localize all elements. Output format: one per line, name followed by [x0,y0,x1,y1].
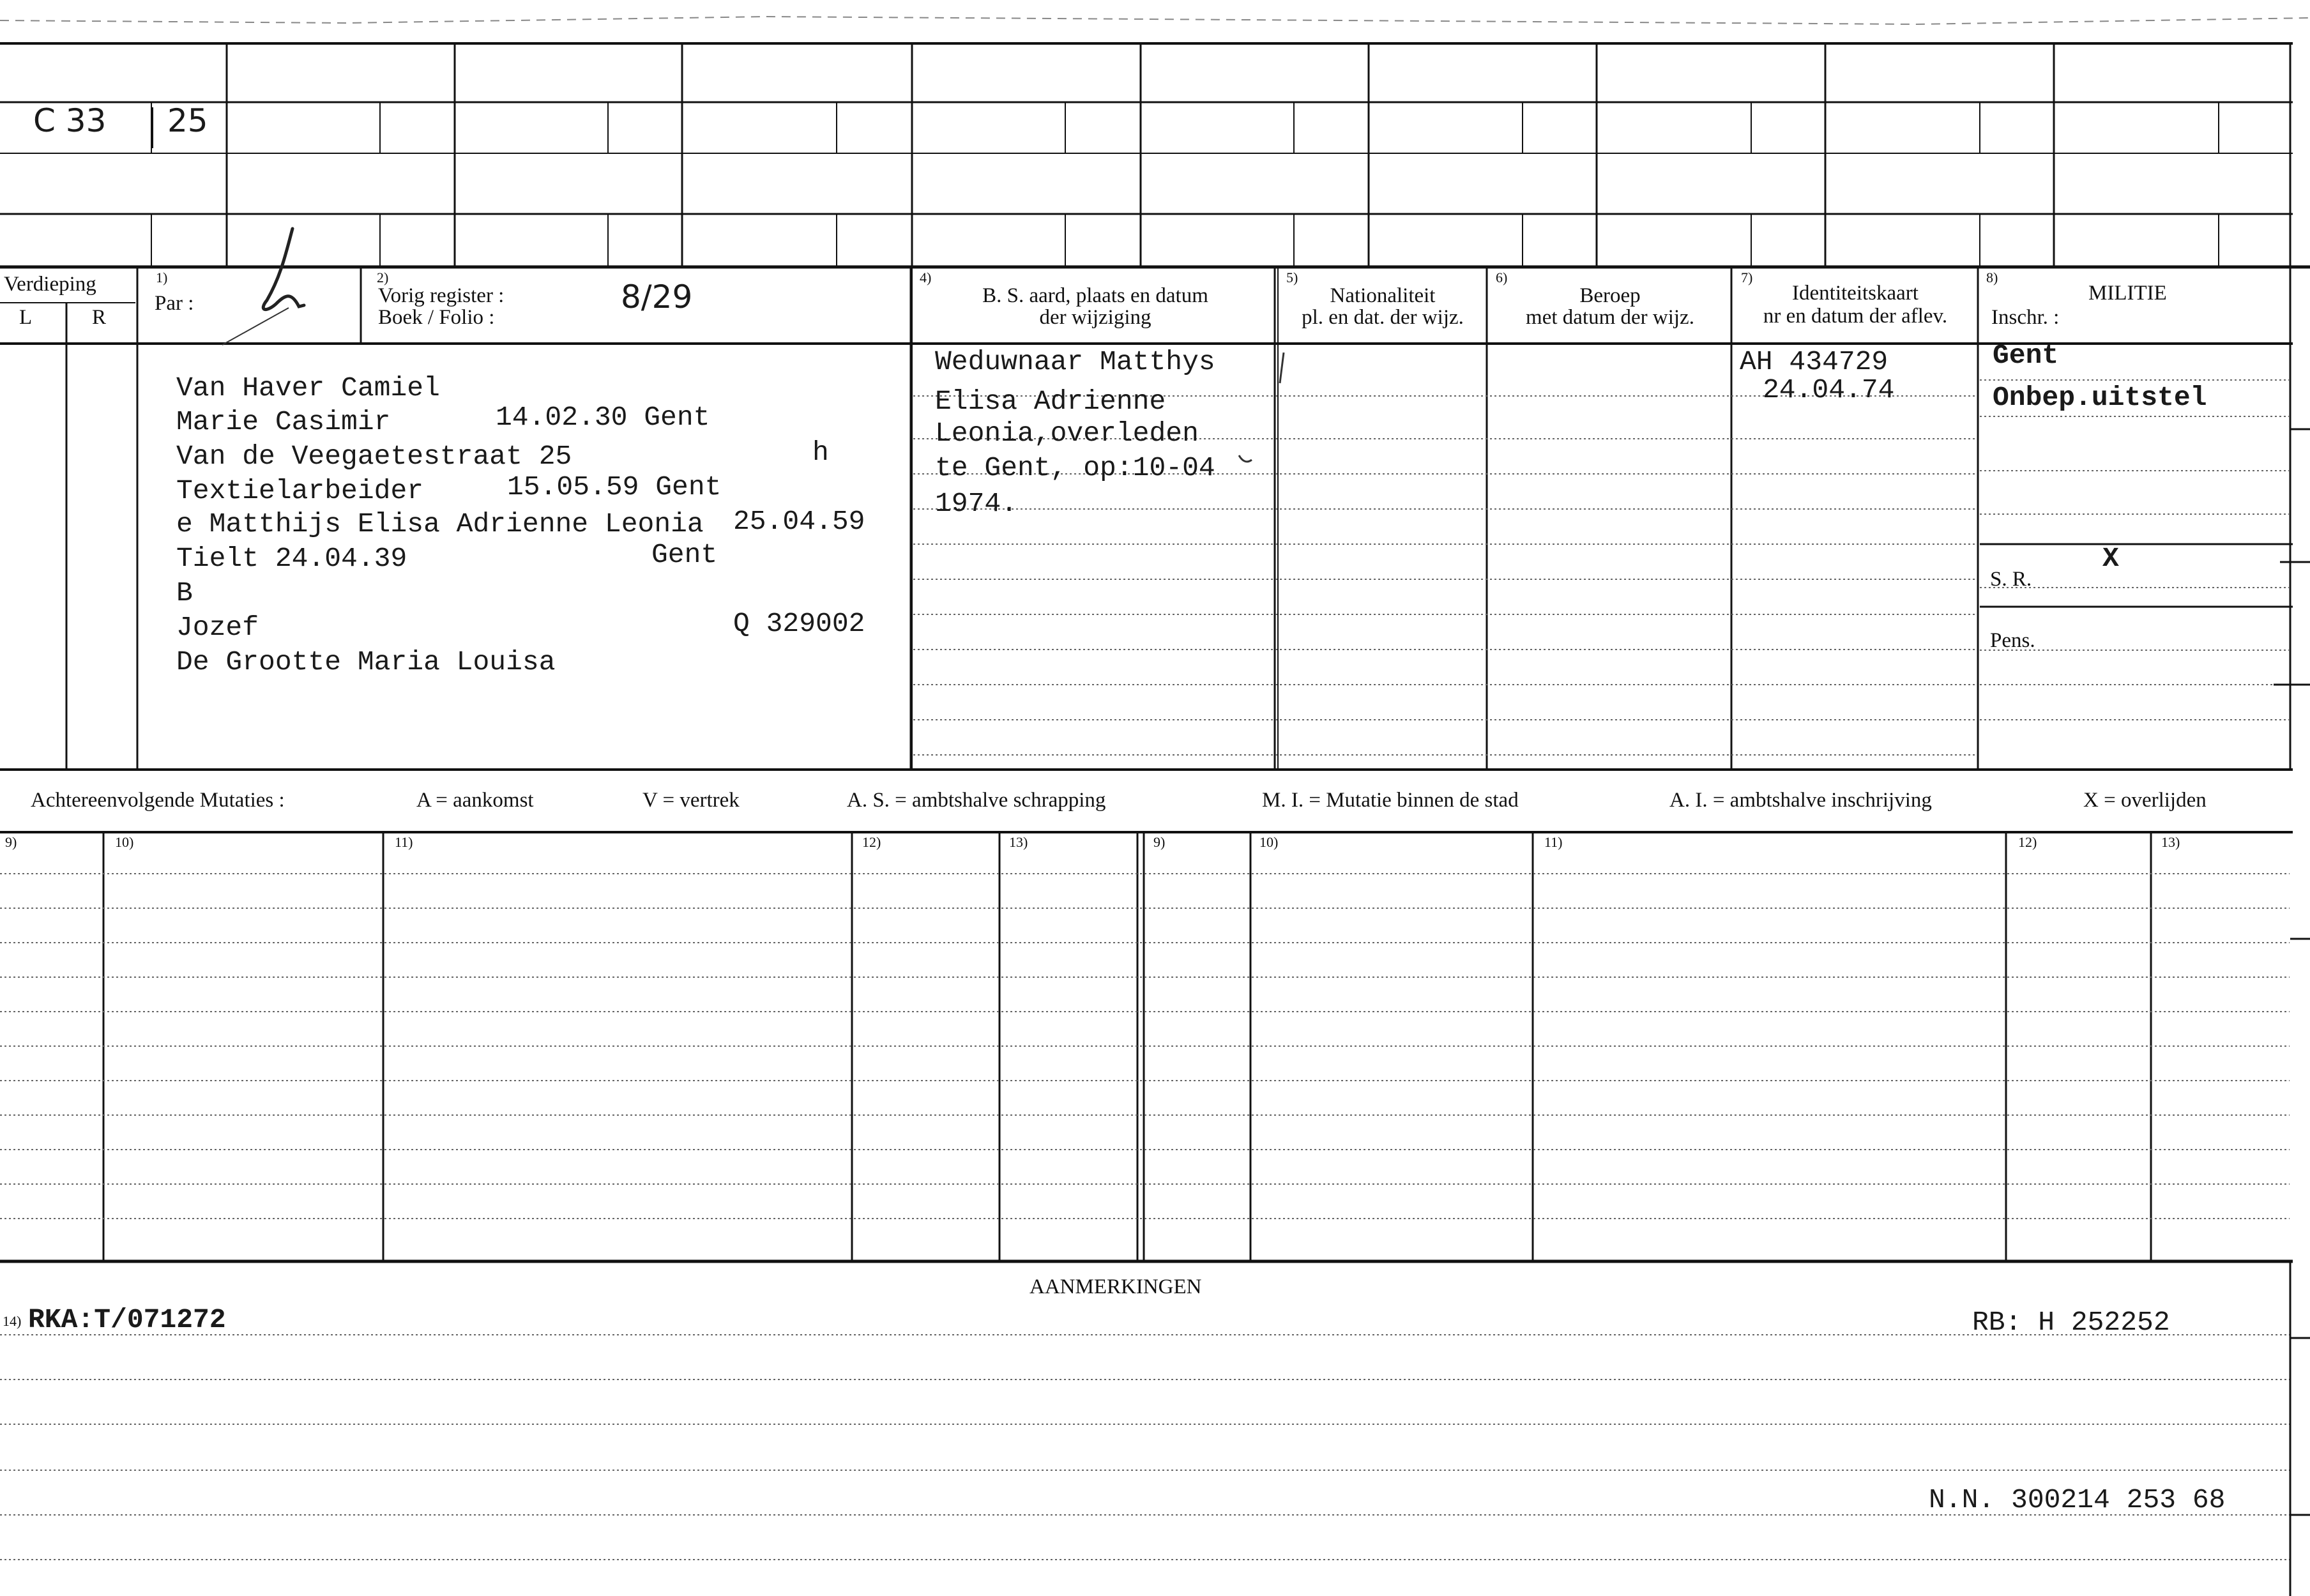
beroep-header-line1: Beroep [1579,284,1641,307]
person-tielt-place: Gent [651,539,718,570]
mut-right-col-10: 10) [1259,834,1279,850]
mut-right-col-13: 13) [2161,834,2180,850]
legend-mutatie: M. I. = Mutatie binnen de stad [1262,789,1519,812]
id-card-date: 24.04.74 [1763,374,1895,406]
legend-aankomst: A = aankomst [416,789,534,812]
top-code-left: C 33 [33,102,107,139]
vorig-register-num: 2) [377,270,389,285]
bs-entry-2: Elisa Adrienne [935,386,1166,417]
legend-schrapping: A. S. = ambtshalve schrapping [847,789,1106,812]
par-num: 1) [156,270,168,285]
verdieping-title: Verdieping [4,273,96,296]
mut-right-col-11: 11) [1544,834,1563,850]
pens-label: Pens. [1990,629,2035,652]
identiteitskaart-num: 7) [1741,270,1753,285]
inschr-value-1: Gent [1993,340,2059,371]
militie-title: MILITIE [2088,282,2167,305]
bs-entry-5: 1974. [935,488,1018,519]
person-line-2: Marie Casimir [176,406,391,437]
sr-label: S. R. [1990,568,2032,591]
nationaliteit-num: 5) [1286,270,1298,285]
id-card-number: AH 434729 [1740,346,1888,377]
mut-right-col-9: 9) [1153,834,1166,850]
legend-vertrek: V = vertrek [642,789,740,812]
person-birth: 14.02.30 Gent [496,402,710,433]
nn-reference: N.N. 300214 253 68 [1929,1484,2226,1516]
nationaliteit-header-line2: pl. en dat. der wijz. [1302,306,1464,329]
par-label: Par : [155,292,194,315]
person-h: h [812,437,829,468]
person-line-9: De Grootte Maria Louisa [176,646,556,678]
inschr-value-2: Onbep.uitstel [1993,382,2207,413]
bs-header-line2: der wijziging [1039,306,1151,329]
mut-left-col-13: 13) [1009,834,1028,850]
bs-entry-3: Leonia,overleden [935,418,1199,449]
militie-num: 8) [1986,270,1998,285]
mutaties-title: Achtereenvolgende Mutaties : [31,789,285,812]
person-line-6: Tielt 24.04.39 [176,543,407,574]
identiteitskaart-header-line1: Identiteitskaart [1792,282,1919,305]
person-number: Q 329002 [733,608,865,639]
bs-entry-1: Weduwnaar Matthys [935,346,1215,377]
inschr-label: Inschr. : [1991,306,2060,329]
top-code-right: 25 [167,102,208,139]
person-line-1: Van Haver Camiel [176,372,440,404]
person-line-8: Jozef [176,612,259,643]
mut-left-col-10: 10) [115,834,134,850]
bs-entry-4: te Gent, op:10-04 [935,452,1215,483]
verdieping-l: L [19,306,33,329]
bs-header-line1: B. S. aard, plaats en datum [982,284,1208,307]
person-job-date: 15.05.59 Gent [507,471,722,503]
mut-left-col-11: 11) [395,834,413,850]
person-marriage-date: 25.04.59 [733,506,865,537]
mut-left-col-12: 12) [862,834,881,850]
verdieping-r: R [92,306,107,329]
aanmerkingen-title: AANMERKINGEN [1030,1275,1202,1298]
bs-num: 4) [920,270,932,285]
rka-reference: RKA:T/071272 [28,1304,226,1335]
boek-folio-label: Boek / Folio : [378,306,495,329]
rb-reference: RB: H 252252 [1972,1307,2170,1338]
sr-value: X [2102,543,2119,574]
beroep-header-line2: met datum der wijz. [1526,306,1694,329]
identiteitskaart-header-line2: nr en datum der aflev. [1763,305,1948,328]
vorig-register-label: Vorig register : [378,284,505,307]
mut-right-col-12: 12) [2018,834,2037,850]
person-line-4: Textielarbeider [176,475,424,506]
legend-inschrijving: A. I. = ambtshalve inschrijving [1669,789,1932,812]
vorig-register-value: 8/29 [621,278,693,315]
mut-left-col-9: 9) [5,834,17,850]
beroep-num: 6) [1496,270,1508,285]
person-line-7: B [176,577,193,609]
person-line-3: Van de Veegaetestraat 25 [176,441,572,472]
legend-overlijden: X = overlijden [2083,789,2207,812]
aanmerkingen-num: 14) [3,1313,22,1329]
nationaliteit-header-line1: Nationaliteit [1330,284,1436,307]
person-line-5: e Matthijs Elisa Adrienne Leonia [176,508,704,540]
